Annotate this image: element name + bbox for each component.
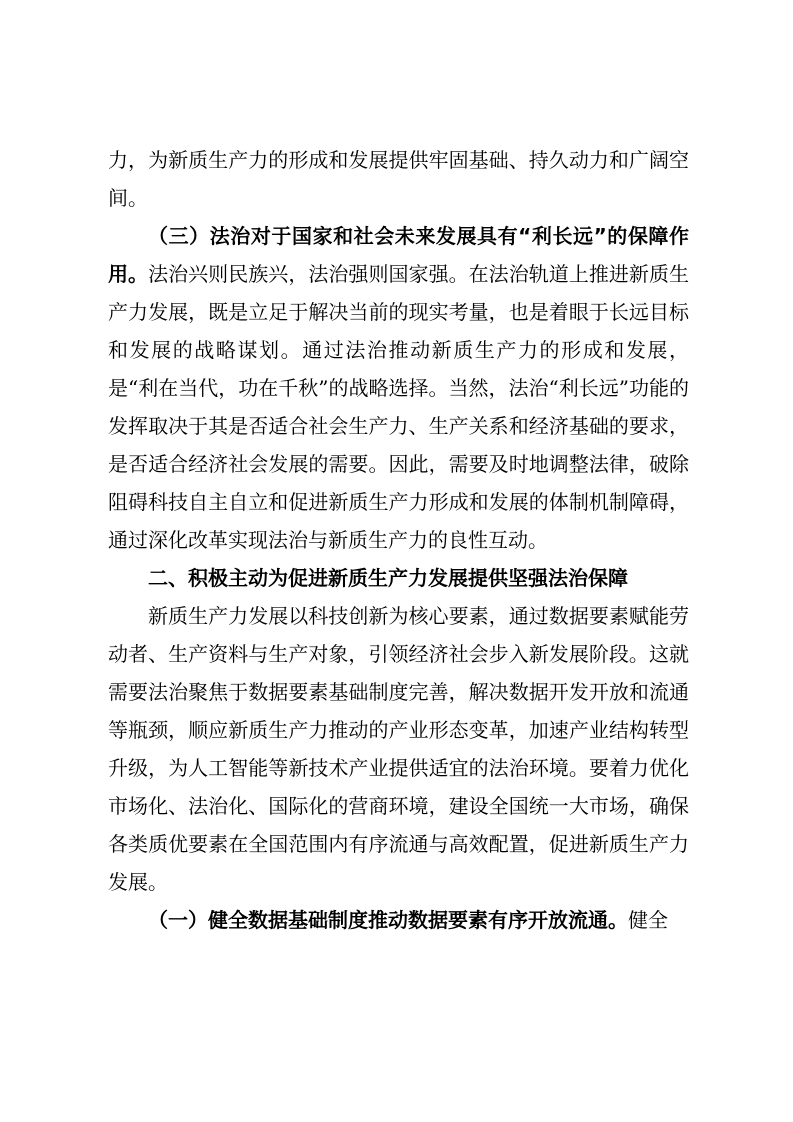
paragraph-continuation: 力，为新质生产力的形成和发展提供牢固基础、持久动力和广阔空间。 bbox=[108, 148, 689, 210]
section-3-heading: （三）法治对于国家和社会未来发展具有“利长远”的保障作用。 bbox=[108, 224, 689, 286]
paragraph-subsection-1 bbox=[108, 901, 689, 939]
body-text bbox=[108, 141, 689, 939]
subsection-1-body: 健全 bbox=[628, 908, 668, 932]
paragraph-section-3 bbox=[108, 217, 689, 559]
chapter-2-heading: 二、积极主动为促进新质生产力发展提供坚强法治保障 bbox=[148, 566, 628, 590]
section-3-body: 法治兴则民族兴，法治强则国家强。在法治轨道上推进新质生产力发展，既是立足于解决当前的现实考量，也是着眼于长远目标和发展的战略谋划。通过法治推动新质生产力的形成和发展，是“利在当代，功在千秋”的战略选择。当然，法治“利长远”功能的发挥取决于其是否适合社会生产力、生产关系和经济基础的要求，是否适合经济社会发展的需要。因此，需要及时地调整法律，破除阻碍科技自主自立和促进新质生产力形成和发展的体制机制障碍，通过深化改革实现法治与新质生产力的良性互动。 bbox=[108, 262, 690, 552]
paragraph-chapter-2-intro: 新质生产力发展以科技创新为核心要素，通过数据要素赋能劳动者、生产资料与生产对象，引领经济社会步入新发展阶段。这就需要法治聚焦于数据要素基础制度完善，解决数据开发开放和流通等瓶颈，顺应新质生产力推动的产业形态变革，加速产业结构转型升级，为人工智能等新技术产业提供适宜的法治环境。要着力优化市场化、法治化、国际化的营商环境，建设全国统一大市场，确保各类质优要素在全国范围内有序流通与高效配置，促进新质生产力发展。 bbox=[108, 604, 689, 894]
subsection-1-heading: （一）健全数据基础制度推动数据要素有序开放流通。 bbox=[148, 908, 628, 932]
